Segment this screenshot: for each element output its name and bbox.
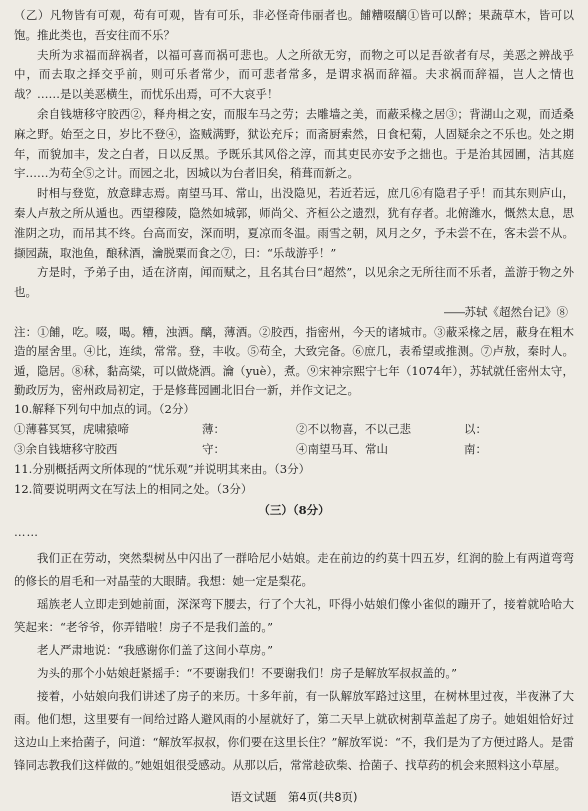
question-10-stem: 10.解释下列句中加点的词。（2分） [14, 402, 195, 417]
annotation-notes [14, 323, 574, 401]
notes-text: 注：①餔，吃。啜，喝。糟，浊酒。醨，薄酒。②胶西，指密州，今天的诸城市。③蔽采椽之居，蔽身在粗木造的屋舍里。④比，连续，常常。登，丰收。⑤苟全，大致完备。⑥庶几，表希望或推测。⑦卢敖，秦时人。遁，隐居。⑧秫，黏高粱，可以做烧酒。瀹（yuè），煮。⑨宋神宗熙宁七年（1074年），苏轼就任密州太守，勤政厉为，密州政局初定，于是修葺园圃北旧台一新，并作文记之。 [14, 324, 574, 397]
page-footer: 语文试题 第4页(共8页) [230, 790, 358, 805]
passage-yi [14, 6, 574, 323]
section-3-ellipsis: …… [14, 525, 39, 540]
question-12: 12.简要说明两文在写法上的相同之处。（3分） [14, 481, 253, 496]
question-11: 11.分别概括两文所体现的“忧乐观”并说明其来由。（3分） [14, 461, 311, 476]
section-3-title: （三）（8分） [258, 503, 330, 518]
q10-word-3: 守： [202, 441, 225, 456]
story-paragraph: 我们正在劳动，突然梨树丛中闪出了一群哈尼小姑娘。走在前边的约莫十四五岁，红润的脸上有两道弯弯的修长的眉毛和一对晶莹的大眼睛。我想：她一定是梨花。 [14, 550, 574, 588]
passage-source [14, 303, 574, 323]
story-paragraph: 接着，小姑娘向我们讲述了房子的来历。十多年前，有一队解放军路过这里，在树林里过夜，半夜淋了大雨。他们想，这里要有一间给过路人避风雨的小屋就好了，第二天早上就砍树割草盖起了房子。她姐姐恰好过这边山上来拾菌子，问道：“解放军叔叔，你们要在这里长住？”解放军说：“不，我们是为了方便过路人。是雷锋同志教我们这样做的。”她姐姐很受感动。从那以后，常常趁砍柴、拾菌子、找草药的机会来照料这小草屋。 [14, 688, 574, 772]
passage-paragraph: 夫所为求福而辞祸者，以福可喜而祸可悲也。人之所欲无穷，而物之可以足吾欲者有尽，美恶之辨战乎中，而去取之择交乎前，则可乐者常少，而可悲者常多，是谓求祸而辞福。夫求祸而辞福，岂人之情也哉？……是以美恶横生，而忧乐出焉，可不大哀乎！ [14, 47, 574, 102]
q10-sentence-2: ②不以物喜，不以己悲 [296, 422, 411, 437]
q10-word-4: 南： [464, 441, 487, 456]
passage-paragraph: （乙）凡物皆有可观，苟有可观，皆有可乐，非必怪奇伟丽者也。餔糟啜醨①皆可以醉；果蔬草木，皆可以饱。推此类也，吾安往而不乐？ [14, 8, 574, 42]
author-dash: —— [443, 304, 465, 319]
story-paragraph: 为头的那个小姑娘赶紧摇手：“不要谢我们！不要谢我们！房子是解放军叔叔盖的。” [37, 665, 458, 680]
question-10-row [14, 440, 574, 460]
q10-word-1: 薄： [202, 422, 225, 437]
passage-paragraph: 时相与登览，放意肆志焉。南望马耳、常山，出没隐见，若近若远，庶几⑥有隐君子乎！而其东则庐山，秦人卢敖之所从遁也。西望穆陵，隐然如城郭，师尚父、齐桓公之遗烈，犹有存者。北俯潍水，慨然太息，思淮阴之功，而吊其不终。台高而安，深而明，夏凉而冬温。雨雪之朝，风月之夕，予未尝不在，客未尝不从。撷园蔬，取池鱼，酿秫酒，瀹脱粟而食之⑦，曰：“乐哉游乎！” [14, 186, 574, 260]
story-paragraph: 老人严肃地说：“我感谢你们盖了这间小草房。” [37, 642, 274, 657]
q10-sentence-3: ③余自钱塘移守胶西 [14, 441, 118, 456]
author-name: 苏轼《超然台记》⑧ [464, 304, 568, 319]
q10-sentence-4: ④南望马耳、常山 [296, 441, 388, 456]
story-paragraph: 瑶族老人立即走到她前面，深深弯下腰去，行了个大礼，吓得小姑娘们像小雀似的蹦开了，接着就哈哈大笑起来：“老爷爷，你弄错啦！房子不是我们盖的。” [14, 596, 574, 634]
passage-section-3 [14, 547, 574, 777]
question-10-row [14, 420, 574, 440]
passage-paragraph: 余自钱塘移守胶西②，释舟楫之安，而服车马之劳；去雕墙之美，而蔽采椽之居③；背湖山之观，而适桑麻之野。始至之日，岁比不登④，盗贼满野，狱讼充斥；而斋厨索然，日食杞菊，人固疑余之不乐也。处之期年，而貌加丰，发之白者，日以反黑。予既乐其风俗之淳，而其吏民亦安予之拙也。于是治其园圃，洁其庭宇……为苟全⑤之计。而园之北，因城以为台者旧矣，稍葺而新之。 [14, 106, 574, 181]
question-10 [14, 400, 574, 459]
q10-word-2: 以： [464, 422, 487, 437]
q10-sentence-1: ①薄暮冥冥，虎啸猿啼 [14, 422, 129, 437]
passage-paragraph: 方是时，予弟子由，适在济南，闻而赋之，且名其台曰“超然”，以见余之无所往而不乐者，盖游于物之外也。 [14, 265, 574, 300]
